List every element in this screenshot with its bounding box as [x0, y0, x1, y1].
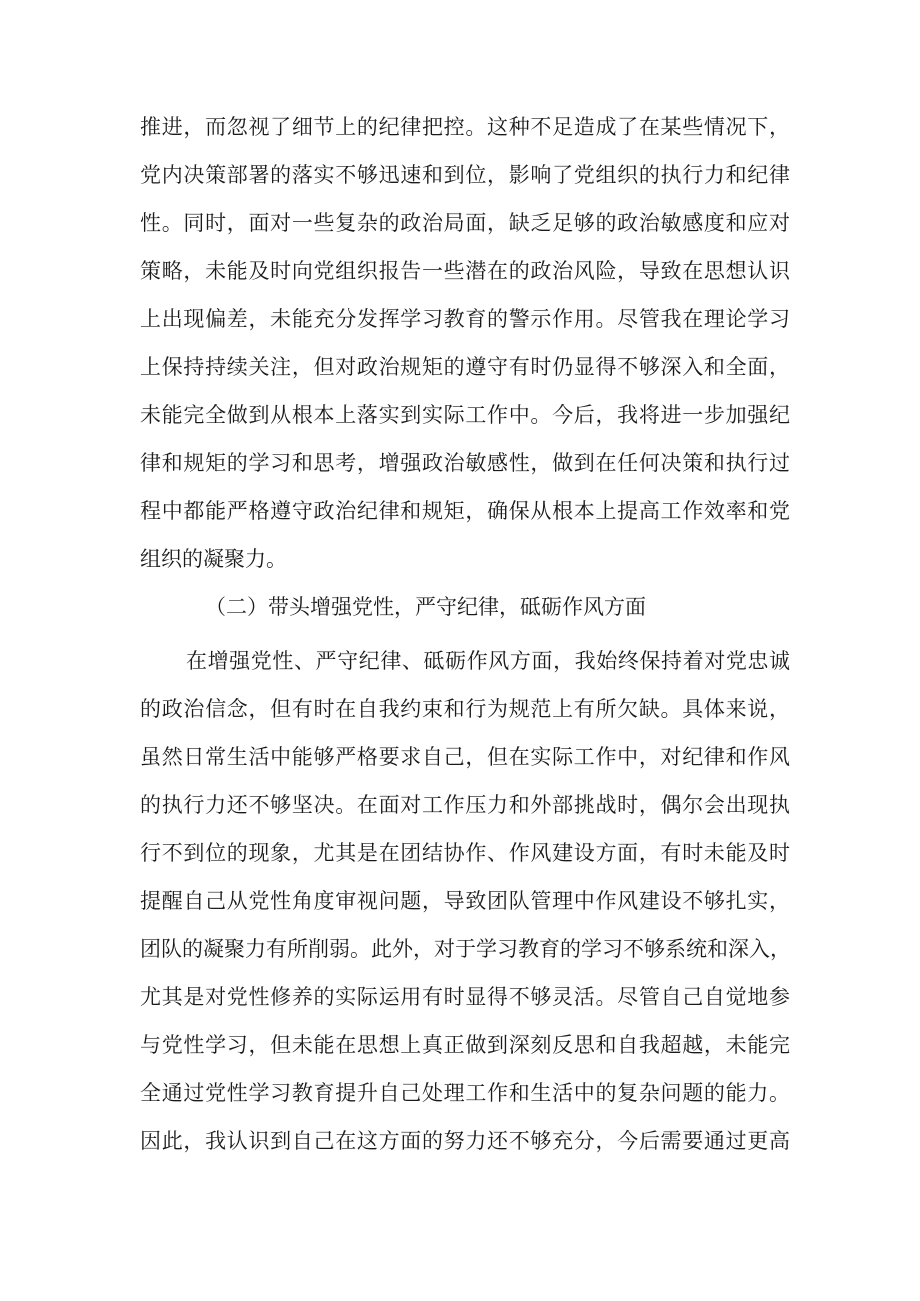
paragraph-2-line: 尤其是对党性修养的实际运用有时显得不够灵活。尽管自己自觉地参	[140, 985, 790, 1009]
paragraph-2-line: 的政治信念，但有时在自我约束和行为规范上有所欠缺。具体来说，	[140, 697, 790, 721]
paragraph-1-line: 律和规矩的学习和思考，增强政治敏感性，做到在任何决策和执行过	[140, 451, 790, 475]
paragraph-2-line: 的执行力还不够坚决。在面对工作压力和外部挑战时，偶尔会出现执	[140, 793, 790, 817]
paragraph-1-line: 未能完全做到从根本上落实到实际工作中。今后，我将进一步加强纪	[140, 403, 790, 427]
paragraph-2-line: 与党性学习，但未能在思想上真正做到深刻反思和自我超越，未能完	[140, 1033, 790, 1057]
paragraph-1-line: 推进，而忽视了细节上的纪律把控。这种不足造成了在某些情况下，	[140, 115, 790, 139]
paragraph-2-line: 在增强党性、严守纪律、砥砺作风方面，我始终保持着对党忠诚	[186, 649, 790, 673]
paragraph-1-line: 策略，未能及时向党组织报告一些潜在的政治风险，导致在思想认识	[140, 259, 790, 283]
paragraph-1-line: 党内决策部署的落实不够迅速和到位，影响了党组织的执行力和纪律	[140, 163, 790, 187]
paragraph-2-line: 因此，我认识到自己在这方面的努力还不够充分，今后需要通过更高	[140, 1129, 790, 1153]
section-heading: （二）带头增强党性，严守纪律，砥砺作风方面	[205, 595, 646, 619]
paragraph-1-line: 程中都能严格遵守政治纪律和规矩，确保从根本上提高工作效率和党	[140, 499, 790, 523]
paragraph-2-line: 全通过党性学习教育提升自己处理工作和生活中的复杂问题的能力。	[140, 1081, 790, 1105]
paragraph-1-line: 性。同时，面对一些复杂的政治局面，缺乏足够的政治敏感度和应对	[140, 211, 790, 235]
paragraph-1-line: 组织的凝聚力。	[140, 547, 287, 571]
paragraph-1-line: 上出现偏差，未能充分发挥学习教育的警示作用。尽管我在理论学习	[140, 307, 790, 331]
paragraph-1-line: 上保持持续关注，但对政治规矩的遵守有时仍显得不够深入和全面，	[140, 355, 790, 379]
paragraph-2-line: 行不到位的现象，尤其是在团结协作、作风建设方面，有时未能及时	[140, 841, 790, 865]
paragraph-2-line: 提醒自己从党性角度审视问题，导致团队管理中作风建设不够扎实，	[140, 889, 790, 913]
paragraph-2-line: 虽然日常生活中能够严格要求自己，但在实际工作中，对纪律和作风	[140, 745, 790, 769]
paragraph-2-line: 团队的凝聚力有所削弱。此外，对于学习教育的学习不够系统和深入，	[140, 937, 791, 961]
